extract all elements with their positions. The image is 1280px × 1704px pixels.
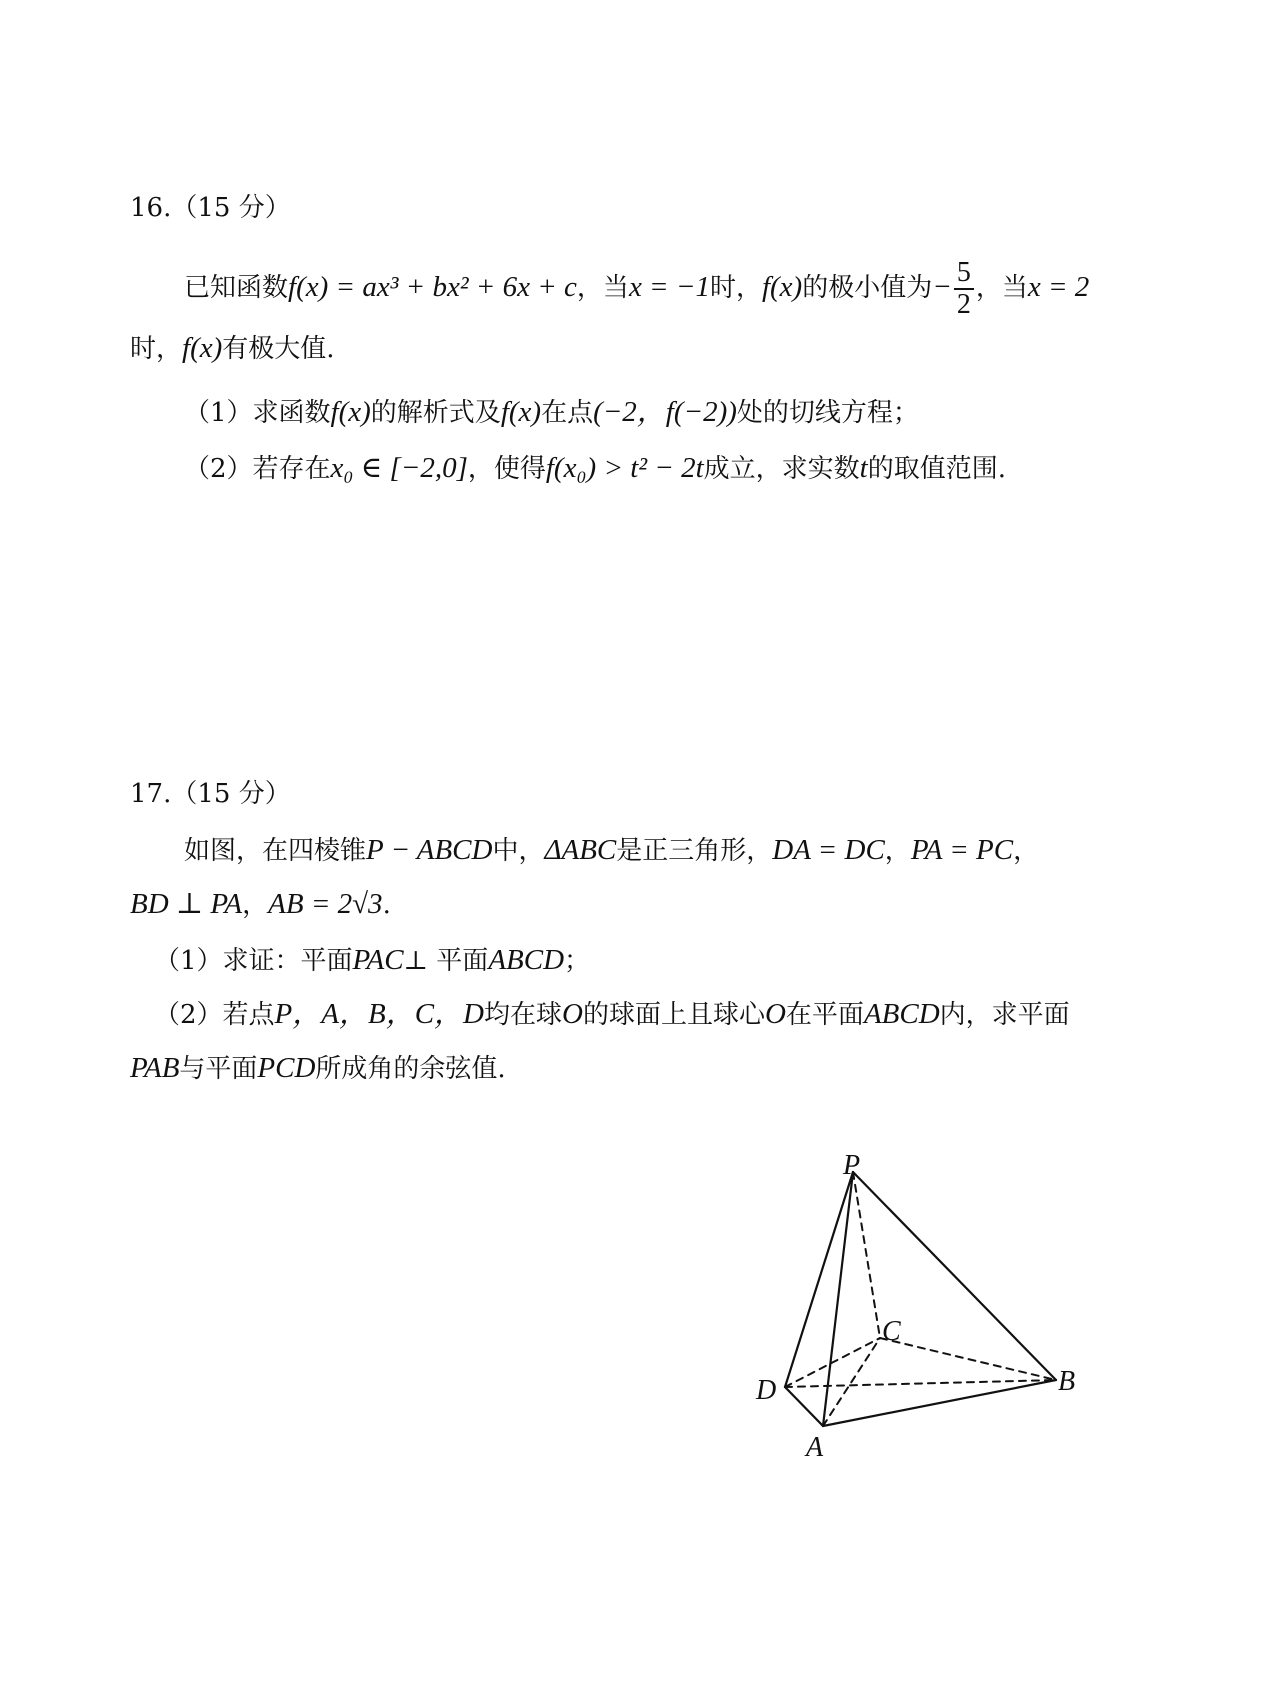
q16-text: 已知函数 bbox=[184, 273, 289, 303]
q17-math: PAB bbox=[130, 1052, 180, 1084]
edge-da bbox=[785, 1387, 823, 1426]
q17-text: 的球面上且球心 bbox=[582, 1000, 765, 1030]
q17-text: ， bbox=[884, 836, 911, 866]
q17-text: ； bbox=[564, 946, 591, 976]
q17-math: P − ABCD bbox=[366, 834, 493, 866]
q16-math: f(x) bbox=[330, 396, 371, 428]
label-p: P bbox=[843, 1150, 861, 1181]
q17-math: PAC bbox=[352, 944, 404, 976]
q17-text: 内，求平面 bbox=[939, 1000, 1070, 1030]
q16-text: 处的切线方程； bbox=[736, 398, 919, 428]
q17-math: AB = 2√3 bbox=[268, 888, 383, 920]
q16-text: 在点 bbox=[541, 398, 594, 428]
q17-text: 中， bbox=[492, 836, 545, 866]
q17-text: 是正三角形， bbox=[616, 836, 773, 866]
q16-text: ，当 bbox=[975, 273, 1028, 303]
q17-math: DA = DC bbox=[772, 834, 885, 866]
q17-text: . bbox=[382, 890, 391, 920]
label-d: D bbox=[756, 1375, 777, 1406]
q17-text: 在平面 bbox=[785, 1000, 864, 1030]
q16-text: （2）若存在 bbox=[184, 454, 331, 484]
label-b: B bbox=[1058, 1366, 1076, 1397]
q17-math: P，A，B，C，D bbox=[274, 998, 484, 1030]
edge-pb bbox=[853, 1172, 1056, 1380]
q17-text: ， bbox=[1013, 836, 1040, 866]
q17-text: ， bbox=[242, 890, 269, 920]
q16-formula: f(x) = ax³ + bx² + 6x + c bbox=[288, 271, 577, 303]
q17-math: PA = PC bbox=[910, 834, 1014, 866]
q16-text: ，当 bbox=[576, 273, 629, 303]
edge-pd bbox=[785, 1172, 853, 1387]
q17-text: ⊥ 平面 bbox=[403, 946, 489, 976]
edge-ab bbox=[823, 1380, 1056, 1426]
q16-text: 时， bbox=[709, 273, 762, 303]
q17-math: ABCD bbox=[488, 944, 565, 976]
q17-math: ABCD bbox=[863, 998, 940, 1030]
q17-math: O bbox=[562, 998, 583, 1030]
q17-math: PCD bbox=[257, 1052, 316, 1084]
label-c: C bbox=[882, 1316, 901, 1347]
q17-text: （1）求证：平面 bbox=[154, 946, 353, 976]
label-a: A bbox=[806, 1432, 824, 1463]
q16-math: x₀ ∈ [−2,0] bbox=[330, 452, 468, 484]
q16-minus: − bbox=[932, 271, 952, 303]
q16-text: 成立，求实数 bbox=[703, 454, 860, 484]
q16-frac-numerator: 5 bbox=[954, 258, 974, 290]
q16-math: x = 2 bbox=[1027, 271, 1090, 303]
q16-math: x = −1 bbox=[628, 271, 710, 303]
q16-text: ，使得 bbox=[467, 454, 546, 484]
q16-math: t bbox=[859, 452, 868, 484]
q17-text: 所成角的余弦值. bbox=[315, 1054, 506, 1084]
edge-cb-hidden bbox=[880, 1338, 1056, 1380]
q16-text: 的解析式及 bbox=[370, 398, 501, 428]
q16-math: f(x₀) > t² − 2t bbox=[545, 452, 704, 484]
q17-math: ΔABC bbox=[544, 834, 617, 866]
edge-db-hidden bbox=[785, 1380, 1056, 1387]
q16-frac-denominator: 2 bbox=[956, 289, 971, 320]
q16-text: 时， bbox=[130, 334, 183, 364]
q16-text: 的极小值为 bbox=[802, 273, 933, 303]
q17-text: 均在球 bbox=[483, 1000, 562, 1030]
q17-text: 如图，在四棱锥 bbox=[184, 836, 367, 866]
q16-math: f(x) bbox=[182, 332, 223, 364]
q17-math: BD ⊥ PA bbox=[130, 888, 243, 920]
q16-header: 16.（15 分） bbox=[130, 193, 291, 223]
q16-math: f(x) bbox=[761, 271, 803, 303]
q16-text: （1）求函数 bbox=[184, 398, 331, 428]
q16-text: 的取值范围. bbox=[867, 454, 1006, 484]
q17-header: 17.（15 分） bbox=[130, 779, 291, 809]
q17-math: O bbox=[764, 998, 786, 1030]
q16-math: (−2，f(−2)) bbox=[593, 396, 737, 428]
q17-text: 与平面 bbox=[179, 1054, 258, 1084]
q17-text: （2）若点 bbox=[154, 1000, 275, 1030]
q16-math: f(x) bbox=[500, 396, 542, 428]
q16-text: 有极大值. bbox=[222, 334, 335, 364]
